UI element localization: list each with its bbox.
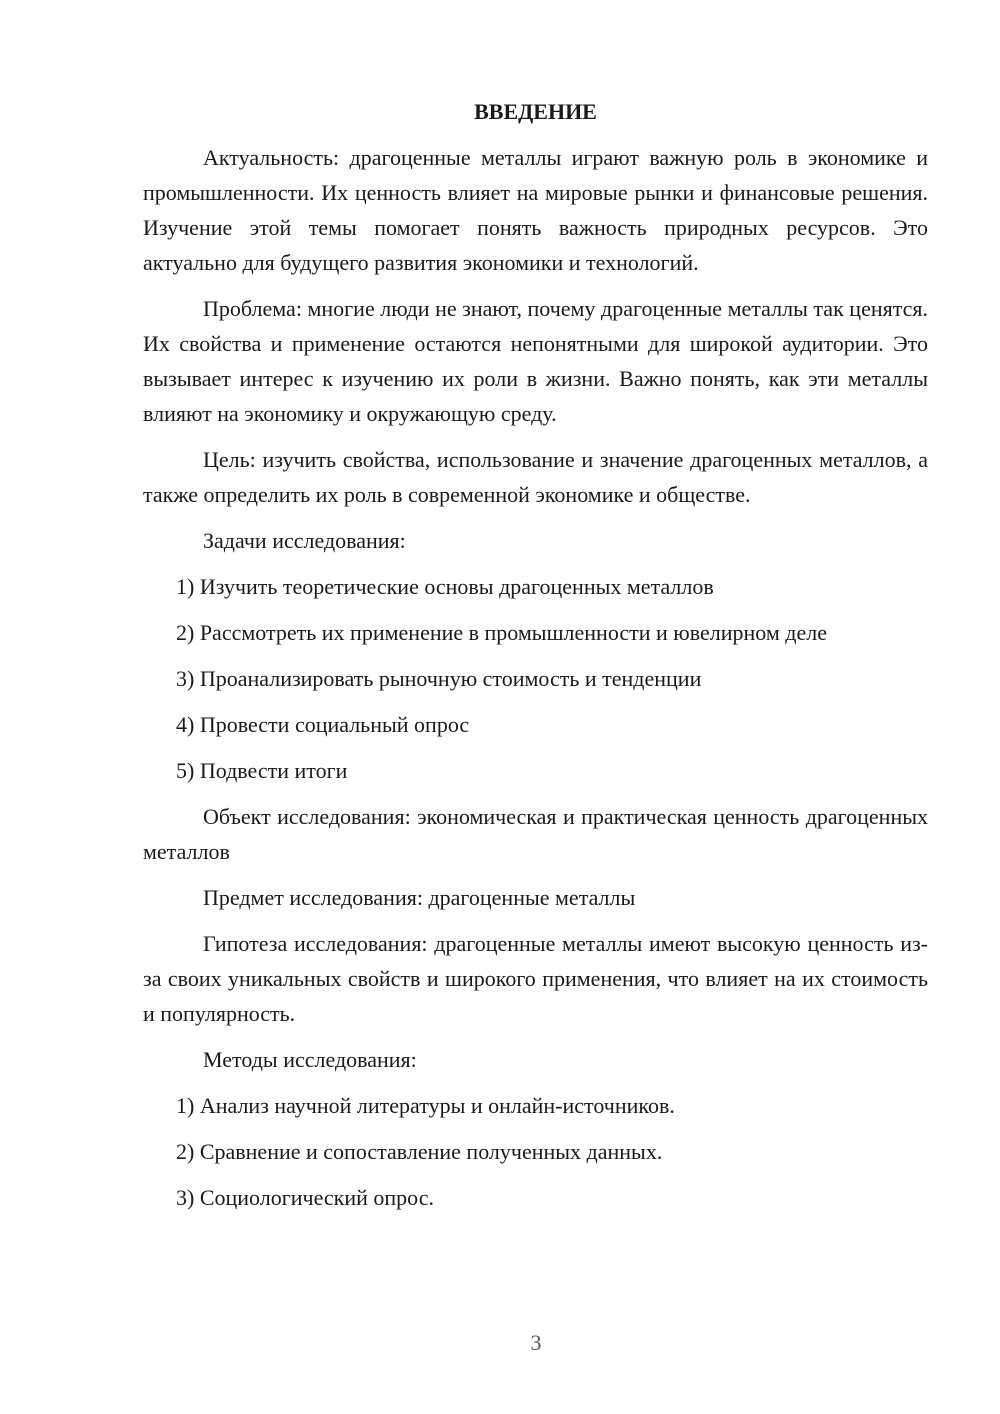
methods-list bbox=[143, 1088, 928, 1215]
task-item: 2) Рассмотреть их применение в промышленности и ювелирном деле bbox=[176, 620, 827, 645]
relevance-paragraph: Актуальность: драгоценные металлы играют важную роль в экономике и промышленности. Их ценность влияет на мировые рынки и финансовые решения. Изучение этой темы помогает понять важность природных ресурсов. Это актуально для будущего развития экономики и технологий. bbox=[143, 145, 928, 275]
problem-paragraph: Проблема: многие люди не знают, почему драгоценные металлы так ценятся. Их свойства и применение остаются непонятными для широкой аудитории. Это вызывает интерес к изучению их роли в жизни. Важно понять, как эти металлы влияют на экономику и окружающую среду. bbox=[143, 296, 928, 426]
task-item: 4) Провести социальный опрос bbox=[176, 712, 470, 737]
object-paragraph: Объект исследования: экономическая и практическая ценность драгоценных металлов bbox=[143, 804, 928, 864]
methods-heading: Методы исследования: bbox=[203, 1047, 417, 1072]
goal-paragraph: Цель: изучить свойства, использование и значение драгоценных металлов, а также определить их роль в современной экономике и обществе. bbox=[143, 447, 928, 507]
hypothesis-paragraph: Гипотеза исследования: драгоценные металлы имеют высокую ценность из-за своих уникальных свойств и широкого применения, что влияет на их стоимость и популярность. bbox=[143, 931, 928, 1026]
method-item: 2) Сравнение и сопоставление полученных данных. bbox=[176, 1139, 663, 1164]
task-item: 5) Подвести итоги bbox=[176, 758, 348, 783]
subject-paragraph: Предмет исследования: драгоценные металлы bbox=[203, 885, 636, 910]
method-item: 1) Анализ научной литературы и онлайн-источников. bbox=[176, 1093, 675, 1118]
task-item: 3) Проанализировать рыночную стоимость и тенденции bbox=[176, 666, 702, 691]
page-content bbox=[143, 94, 928, 1226]
tasks-list bbox=[143, 569, 928, 788]
task-item: 1) Изучить теоретические основы драгоценных металлов bbox=[176, 574, 714, 599]
page-number: 3 bbox=[530, 1330, 542, 1355]
method-item: 3) Социологический опрос. bbox=[176, 1185, 434, 1210]
page-title: ВВЕДЕНИЕ bbox=[474, 99, 597, 124]
tasks-heading: Задачи исследования: bbox=[203, 528, 406, 553]
